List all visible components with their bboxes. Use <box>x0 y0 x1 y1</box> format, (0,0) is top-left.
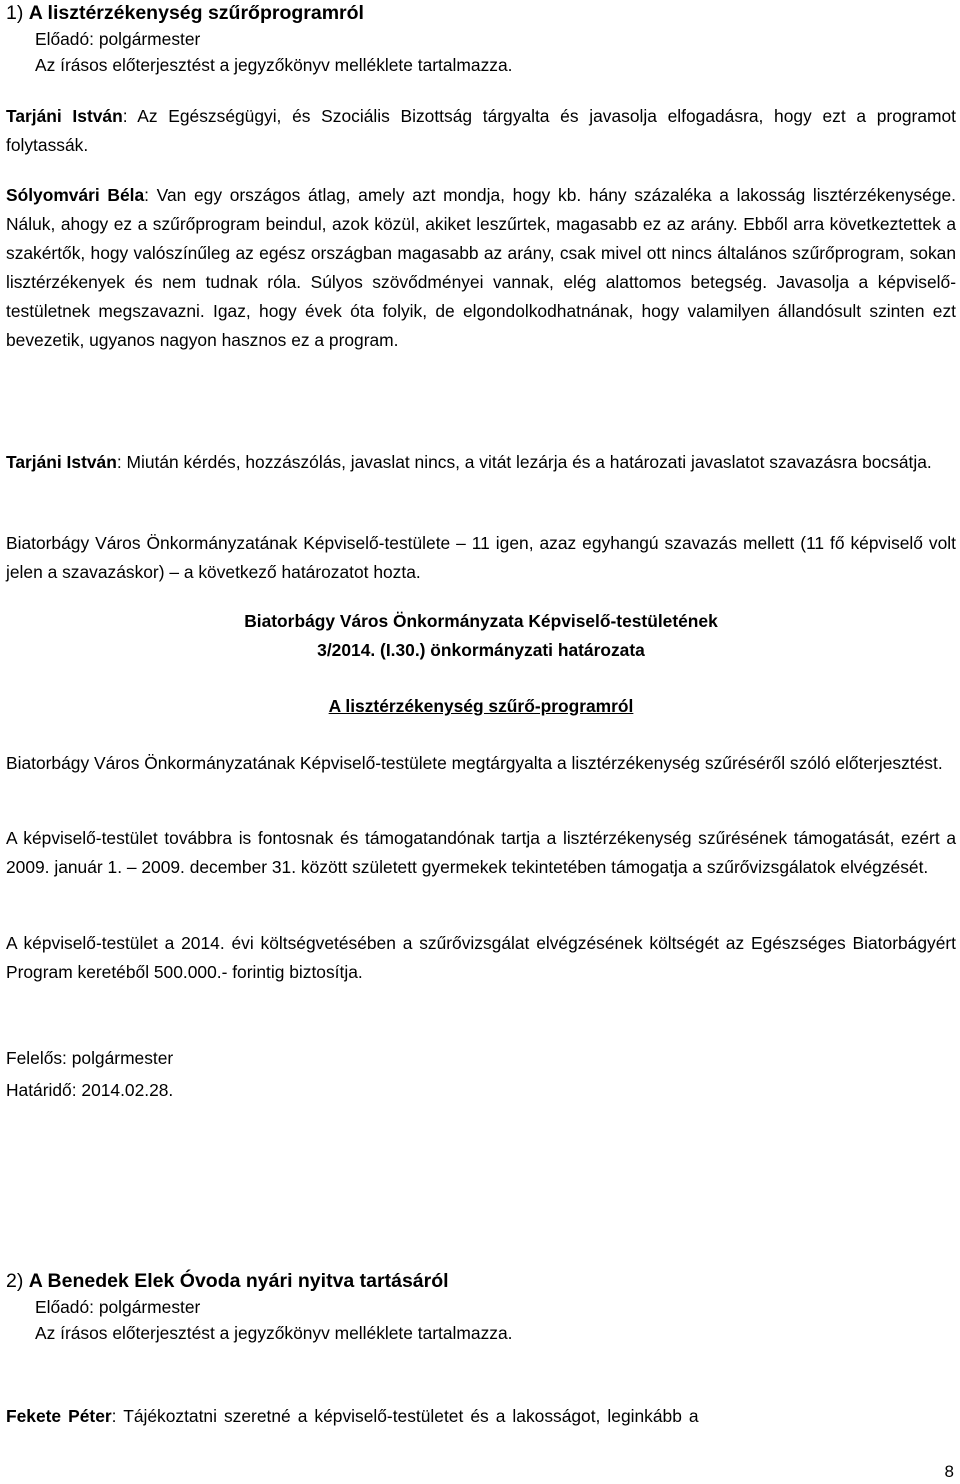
resolution-paragraph-1: Biatorbágy Város Önkormányzatának Képviselő-testülete megtárgyalta a lisztérzékenység szűréséről szóló előterjesztést. <box>6 753 943 773</box>
attachment-note: Az írásos előterjesztést a jegyzőkönyv melléklete tartalmazza. <box>35 55 513 75</box>
speech-paragraph-4 <box>6 1402 956 1431</box>
agenda-item-2-heading <box>6 1268 956 1294</box>
speaker-name: Tarjáni István <box>6 452 117 472</box>
speech-paragraph-3 <box>6 448 956 477</box>
speech-text: : Miután kérdés, hozzászólás, javaslat nincs, a vitát lezárja és a határozati javaslatot szavazásra bocsátja. <box>116 452 932 472</box>
agenda-item-1 <box>6 0 956 78</box>
agenda-item-title: A lisztérzékenység szűrőprogramról <box>28 2 364 24</box>
resolution-title: A lisztérzékenység szűrő-programról <box>328 696 634 716</box>
page-number: 8 <box>944 1462 954 1481</box>
agenda-item-number: 1) <box>6 2 24 24</box>
resolution-title-wrap <box>6 692 956 721</box>
resolution-heading <box>6 607 956 665</box>
vote-paragraph: Biatorbágy Város Önkormányzatának Képviselő-testülete – 11 igen, azaz egyhangú szavazás mellett (11 fő képviselő volt jelen a szavazáskor) – a következő határozatot hozta. <box>6 533 956 582</box>
resolution-heading-line-2: 3/2014. (I.30.) önkormányzati határozata <box>317 640 645 660</box>
speech-text: : Van egy országos átlag, amely azt mondja, hogy kb. hány százaléka a lakosság lisztérzékenysége. Náluk, ahogy ez a szűrőprogram beindul, azok közül, akiket leszűrtek, magasabb ez az arány. Ebből arra következtettek a szakértők, hogy valószínűleg az egész országban magasabb az arány, csak mivel ott nincs általános szűrőprogram, sokan lisztérzékenyek és nem tudnak róla. Súlyos szövődményei vannak, elég alattomos betegség. Javasolja a képviselő-testületnek megszavazni. Igaz, hogy évek óta folyik, de elgondolkodhatnának, hogy valamilyen állandósult szinten ezt bevezetik, ugyanos nagyon hasznos ez a program. <box>6 185 956 350</box>
speech-paragraph-2 <box>6 181 956 355</box>
speech-text: : Az Egészségügyi, és Szociális Bizottság tárgyalta és javasolja elfogadásra, hogy ezt a programot folytassák. <box>6 106 956 155</box>
resolution-paragraph-2: A képviselő-testület továbbra is fontosnak és támogatandónak tartja a lisztérzékenység szűrésének támogatását, ezért a 2009. január 1. – 2009. december 31. között született gyermekek tekintetében támogatja a szűrővizsgálatok elvégzését. <box>6 828 956 877</box>
attachment-note: Az írásos előterjesztést a jegyzőkönyv melléklete tartalmazza. <box>35 1323 513 1343</box>
agenda-item-title: A Benedek Elek Óvoda nyári nyitva tartásáról <box>28 1270 449 1292</box>
agenda-item-1-heading <box>6 0 956 26</box>
speaker-name: Fekete Péter <box>6 1406 112 1426</box>
speaker-name: Sólyomvári Béla <box>6 185 145 205</box>
speech-paragraph-1 <box>6 102 956 160</box>
presenter: Előadó: polgármester <box>35 1297 201 1317</box>
agenda-item-number: 2) <box>6 1270 24 1292</box>
presenter: Előadó: polgármester <box>35 29 201 49</box>
speech-text: : Tájékoztatni szeretné a képviselő-testületet és a lakosságot, leginkább a <box>111 1406 699 1426</box>
agenda-item-2 <box>6 1268 956 1346</box>
resolution-deadline: Határidő: 2014.02.28. <box>6 1080 174 1100</box>
resolution-heading-line-1: Biatorbágy Város Önkormányzata Képviselő-testületének <box>244 611 718 631</box>
speaker-name: Tarjáni István <box>6 106 123 126</box>
resolution-paragraph-3: A képviselő-testület a 2014. évi költségvetésében a szűrővizsgálat elvégzésének költségét az Egészséges Biatorbágyért Program keretéből 500.000.- forintig biztosítja. <box>6 933 956 982</box>
resolution-responsible: Felelős: polgármester <box>6 1048 174 1068</box>
